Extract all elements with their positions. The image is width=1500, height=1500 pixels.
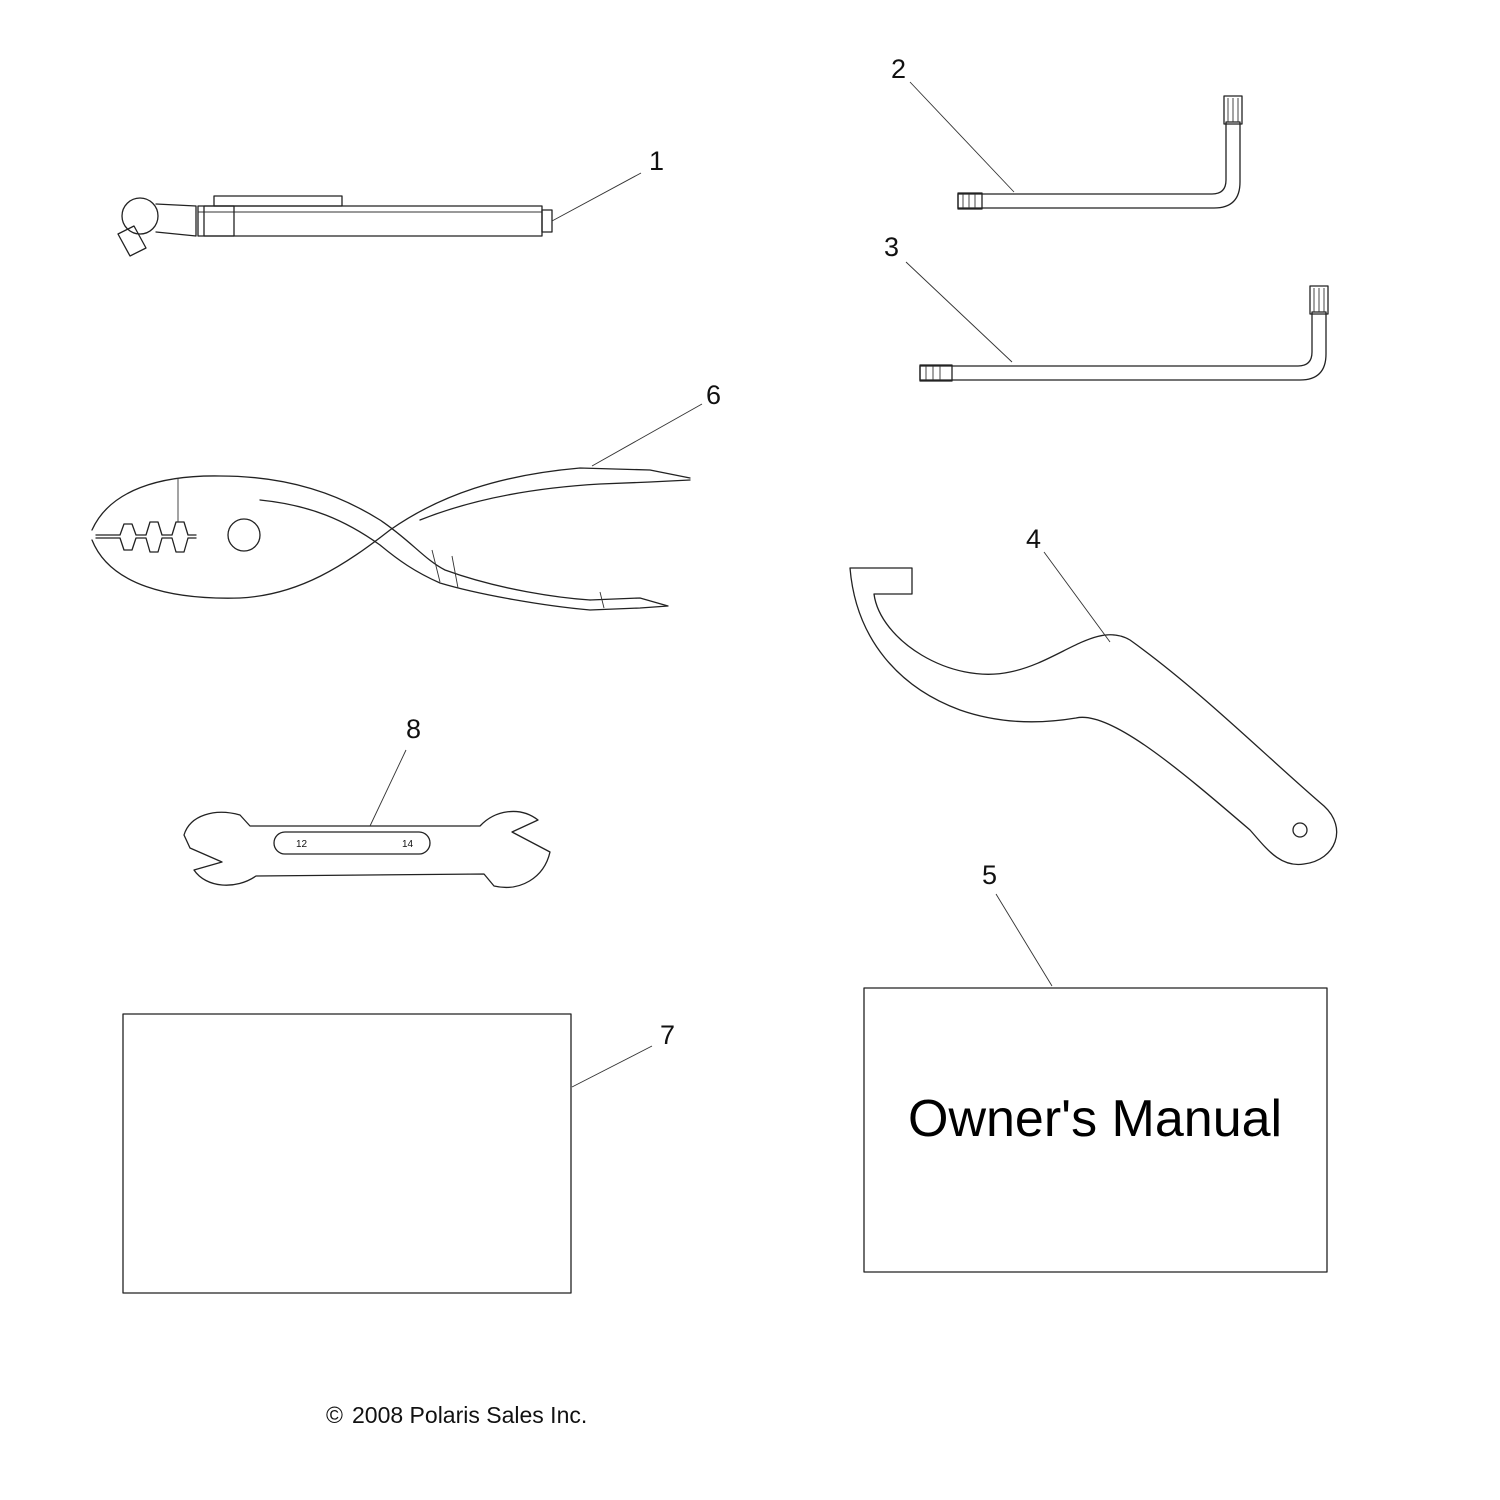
callout-5: 5 [982,860,998,890]
wrench-size-left: 12 [296,839,308,850]
copyright-symbol: © [326,1402,343,1428]
pliers [92,468,690,610]
callout-3: 3 [884,232,900,262]
tire-pressure-gauge [118,196,552,256]
callout-2: 2 [891,54,907,84]
torx-key-short [958,96,1242,209]
leader-line-2 [910,82,1014,192]
callout-8: 8 [406,714,422,744]
callout-7: 7 [660,1020,676,1050]
callout-4: 4 [1026,524,1042,554]
leader-line-8 [370,750,406,826]
leader-line-1 [552,173,641,221]
leader-line-5 [996,894,1052,986]
owners-manual [864,988,1327,1272]
leader-line-4 [1044,552,1110,642]
callout-1: 1 [649,146,665,176]
leader-line-3 [906,262,1012,362]
owners-manual-title: Owner's Manual [908,1090,1283,1148]
spanner-wrench [850,568,1337,865]
copyright-notice [326,1402,587,1428]
open-end-wrench [184,811,550,887]
callout-6: 6 [706,380,722,410]
literature-card [123,1014,571,1293]
leader-line-7 [572,1046,652,1087]
leader-line-6 [592,404,702,466]
copyright-text: 2008 Polaris Sales Inc. [352,1402,588,1428]
wrench-size-right: 14 [402,839,414,850]
